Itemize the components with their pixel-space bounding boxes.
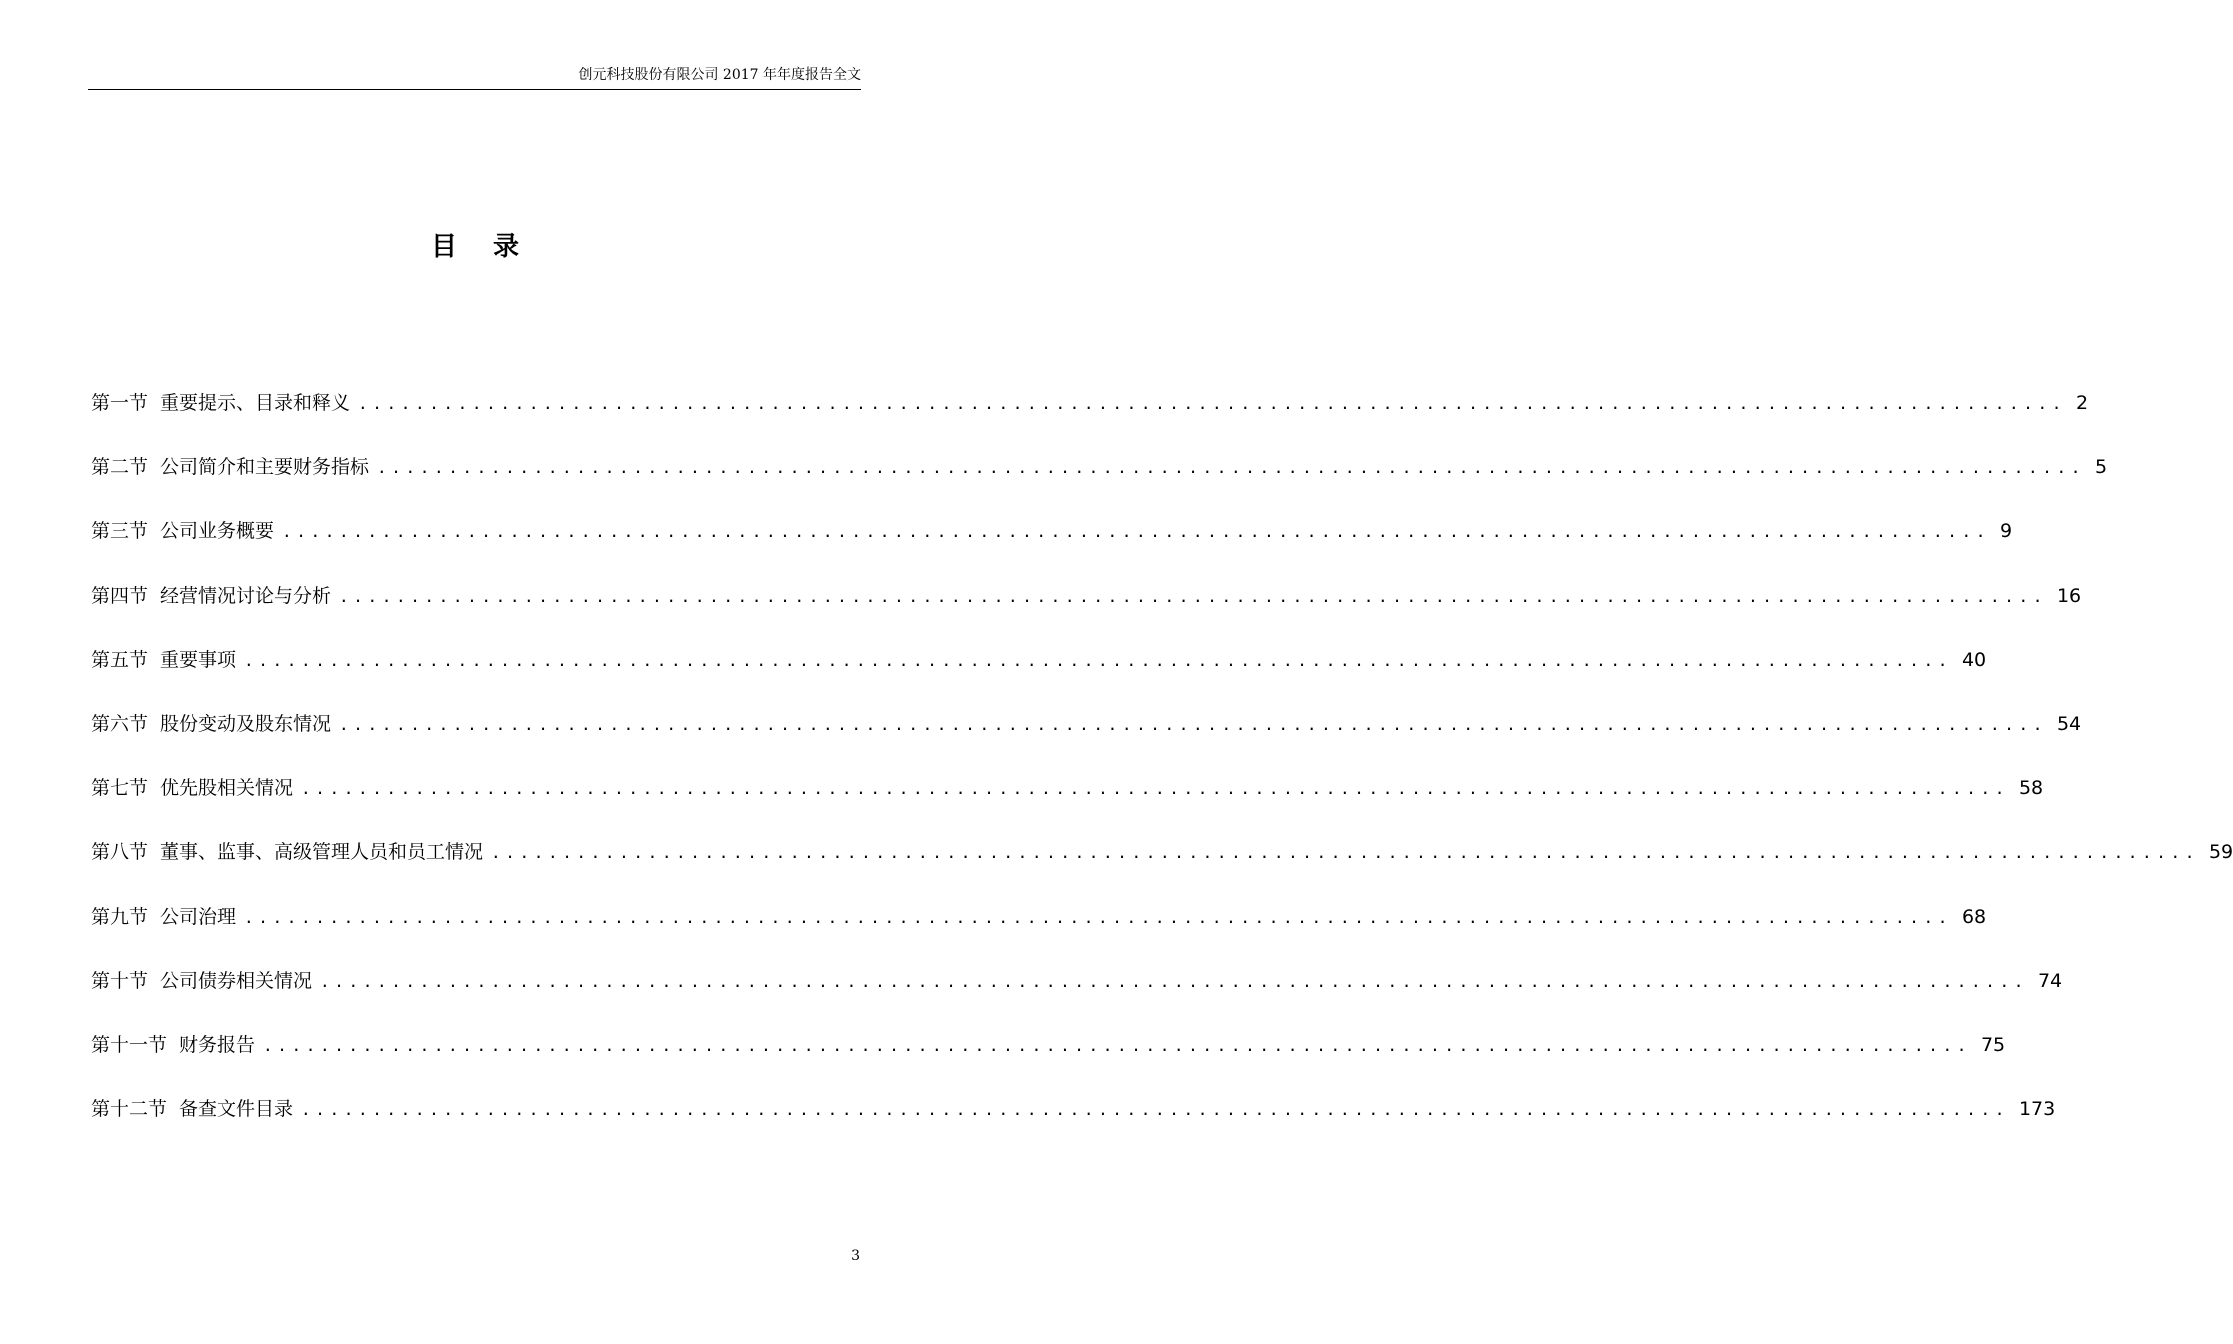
toc-heading: 财务报告 bbox=[179, 1033, 256, 1056]
dot-leader: ........................................................................................................................ bbox=[282, 522, 1990, 542]
toc-section-number: 第三节 bbox=[91, 520, 149, 543]
toc-page-number: 59 bbox=[2208, 841, 2233, 864]
dot-leader: ........................................................................................................................ bbox=[244, 907, 1952, 927]
toc-entry[interactable] bbox=[91, 773, 2044, 837]
page-number: 3 bbox=[851, 1248, 860, 1264]
toc-heading: 备查文件目录 bbox=[179, 1098, 294, 1121]
toc-entry[interactable] bbox=[91, 516, 2013, 580]
toc-entry[interactable] bbox=[91, 388, 2089, 452]
toc-heading: 公司简介和主要财务指标 bbox=[160, 456, 370, 479]
toc-entry[interactable] bbox=[91, 709, 2082, 773]
toc-heading: 经营情况讨论与分析 bbox=[160, 584, 332, 607]
toc-section-number: 第八节 bbox=[91, 841, 149, 864]
toc-heading: 公司治理 bbox=[160, 905, 237, 928]
toc-page-number: 2 bbox=[2075, 392, 2089, 414]
toc-page-number: 75 bbox=[1980, 1033, 2006, 1056]
dot-leader: ........................................................................................................................ bbox=[320, 971, 2028, 991]
toc-page-number: 40 bbox=[1961, 648, 1987, 671]
dot-leader: ........................................................................................................................ bbox=[301, 779, 2009, 799]
toc-page-number: 74 bbox=[2037, 969, 2063, 992]
toc-section-number: 第四节 bbox=[91, 584, 149, 607]
toc-section-number: 第六节 bbox=[91, 712, 149, 735]
toc-entry[interactable] bbox=[91, 966, 2063, 1030]
page-title: 目录 bbox=[430, 232, 555, 262]
toc-entry[interactable] bbox=[91, 581, 2082, 645]
toc-entry[interactable] bbox=[91, 1094, 2056, 1158]
toc-entry[interactable] bbox=[91, 902, 1987, 966]
dot-leader: ........................................................................................................................ bbox=[358, 394, 2066, 413]
toc-heading: 股份变动及股东情况 bbox=[160, 712, 332, 735]
toc-entry[interactable] bbox=[91, 645, 1987, 709]
toc-section-number: 第九节 bbox=[91, 905, 149, 928]
toc-heading: 董事、监事、高级管理人员和员工情况 bbox=[160, 841, 484, 864]
dot-leader: ........................................................................................................................ bbox=[491, 843, 2199, 863]
dot-leader: ........................................................................................................................ bbox=[339, 714, 2047, 734]
toc-heading: 优先股相关情况 bbox=[160, 777, 294, 800]
toc-page-number: 5 bbox=[2094, 456, 2108, 479]
toc-heading: 重要提示、目录和释义 bbox=[160, 392, 351, 414]
toc-page-number: 9 bbox=[1999, 520, 2013, 543]
toc-entry[interactable] bbox=[91, 837, 2233, 901]
toc-section-number: 第七节 bbox=[91, 777, 149, 800]
table-of-contents bbox=[91, 388, 2233, 1158]
page-header bbox=[88, 62, 861, 90]
toc-heading: 公司债券相关情况 bbox=[160, 969, 313, 992]
toc-page-number: 16 bbox=[2056, 584, 2082, 607]
toc-entry[interactable] bbox=[91, 1030, 2006, 1094]
dot-leader: ........................................................................................................................ bbox=[377, 458, 2085, 478]
dot-leader: ........................................................................................................................ bbox=[263, 1035, 1971, 1055]
toc-section-number: 第二节 bbox=[91, 456, 149, 479]
toc-page-number: 54 bbox=[2056, 712, 2082, 735]
toc-page-number: 173 bbox=[2018, 1098, 2056, 1121]
toc-entry[interactable] bbox=[91, 452, 2108, 516]
toc-section-number: 第一节 bbox=[91, 392, 149, 414]
dot-leader: ........................................................................................................................ bbox=[339, 586, 2047, 606]
dot-leader: ........................................................................................................................ bbox=[244, 650, 1952, 670]
toc-section-number: 第十二节 bbox=[91, 1098, 168, 1121]
toc-heading: 重要事项 bbox=[160, 648, 237, 671]
header-text: 创元科技股份有限公司 2017 年年度报告全文 bbox=[578, 67, 861, 83]
toc-section-number: 第十节 bbox=[91, 969, 149, 992]
dot-leader: ........................................................................................................................ bbox=[301, 1100, 2009, 1120]
toc-section-number: 第五节 bbox=[91, 648, 149, 671]
toc-heading: 公司业务概要 bbox=[160, 520, 275, 543]
toc-page-number: 68 bbox=[1961, 905, 1987, 928]
toc-section-number: 第十一节 bbox=[91, 1033, 168, 1056]
toc-page-number: 58 bbox=[2018, 777, 2044, 800]
